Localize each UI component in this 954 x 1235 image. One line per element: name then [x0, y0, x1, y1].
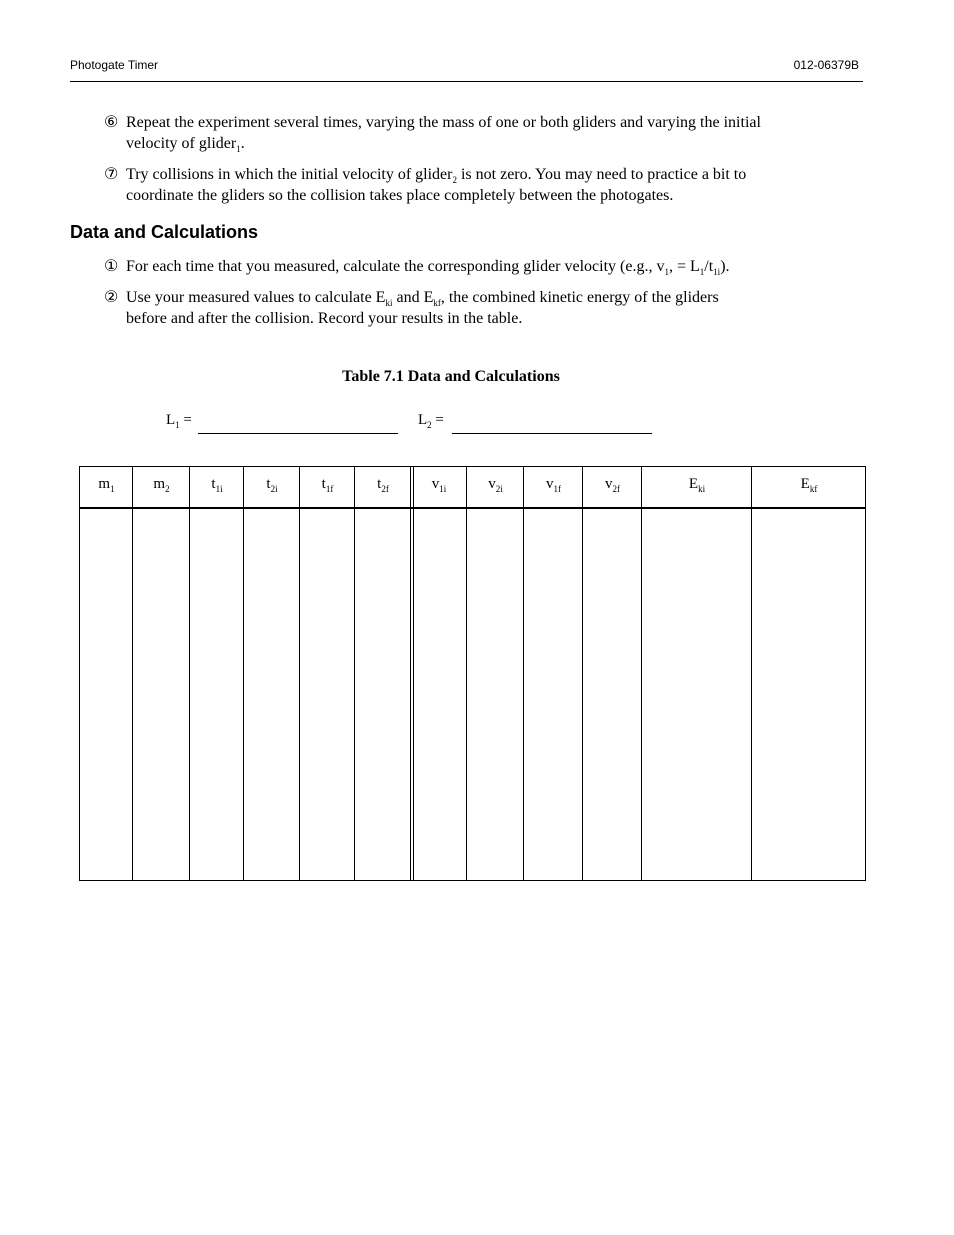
data-table — [79, 466, 866, 881]
column-divider — [354, 467, 355, 880]
l2-blank[interactable] — [452, 433, 652, 434]
step-number: ⑦ — [104, 166, 119, 183]
column-header — [583, 476, 642, 493]
column-header — [355, 476, 411, 493]
column-divider — [466, 467, 467, 880]
column-header — [752, 476, 866, 493]
l2-label — [418, 412, 444, 429]
step-text-end: . — [240, 135, 245, 152]
l1-blank[interactable] — [198, 433, 398, 434]
header-row-rule — [80, 507, 865, 509]
column-header-subscript: 1i — [439, 484, 447, 494]
step-6 — [104, 112, 764, 154]
step-text: , the combined kinetic energy of the gliders before and after the collision. Record your results in the table. — [126, 289, 719, 327]
column-divider — [132, 467, 133, 880]
column-header — [80, 476, 133, 493]
step-text: Repeat the experiment several times, varying the mass of one or both gliders and varying the initial velocity of glider — [126, 114, 761, 152]
subscript: 1 — [236, 144, 241, 154]
column-header — [300, 476, 355, 493]
step-7 — [104, 164, 764, 206]
column-header — [244, 476, 300, 493]
column-header-symbol: v — [546, 476, 554, 492]
subscript: 1 — [664, 267, 669, 277]
l1-base: L — [166, 412, 176, 428]
column-header-symbol: t — [266, 476, 271, 492]
subscript: 2 — [427, 420, 432, 430]
running-header-title: Photogate Timer — [70, 58, 159, 72]
step-text: Use your measured values to calculate E — [126, 289, 386, 306]
column-divider — [189, 467, 190, 880]
calc-step-1 — [104, 256, 784, 277]
column-header — [190, 476, 244, 493]
column-header-symbol: E — [688, 476, 699, 492]
column-header-symbol: m — [98, 476, 111, 492]
calc-step-2 — [104, 287, 754, 329]
subscript: 1i — [713, 267, 721, 277]
subscript: kf — [433, 298, 441, 308]
column-divider-double — [413, 467, 414, 880]
column-header-subscript: 1i — [215, 484, 223, 494]
header-rule — [70, 81, 863, 82]
step-text: and E — [392, 289, 434, 306]
column-header — [133, 476, 190, 493]
step-text: Try collisions in which the initial velocity of glider — [126, 166, 453, 183]
step-text: /t — [704, 258, 714, 275]
step-text-end: is not zero. You may need to practice a bit to coordinate the gliders so the collision takes place completely between the photogates. — [126, 166, 747, 204]
column-header — [524, 476, 583, 493]
table-title: Table 7.1 Data and Calculations — [342, 368, 560, 385]
column-header-symbol: t — [377, 476, 382, 492]
column-header-subscript: 2 — [165, 484, 170, 494]
column-header-subscript: 1f — [325, 484, 334, 494]
l2-base: L — [418, 412, 428, 428]
column-header-symbol: v — [605, 476, 613, 492]
column-header — [642, 476, 752, 493]
equals: = — [179, 412, 192, 428]
subscript: 2 — [452, 175, 457, 185]
column-header — [411, 476, 467, 493]
column-header-symbol: t — [211, 476, 216, 492]
column-divider — [751, 467, 752, 880]
column-header-subscript: kf — [809, 484, 818, 494]
column-header-subscript: 1 — [110, 484, 115, 494]
step-number: ⑥ — [104, 114, 119, 131]
column-header-subscript: 2i — [270, 484, 278, 494]
column-header-subscript: 2i — [495, 484, 503, 494]
step-text: For each time that you measured, calculate the corresponding glider velocity (e.g., v — [126, 258, 665, 275]
column-header-symbol: t — [321, 476, 326, 492]
column-header-subscript: 2f — [381, 484, 389, 494]
equals: = — [431, 412, 444, 428]
l1-label — [166, 412, 192, 429]
column-header-symbol: v — [488, 476, 496, 492]
column-divider — [641, 467, 642, 880]
step-number: ① — [104, 258, 119, 275]
step-text: , = L — [668, 258, 700, 275]
column-header-symbol: E — [800, 476, 810, 492]
column-header-subscript: 1f — [553, 484, 561, 494]
column-header-symbol: v — [431, 476, 440, 492]
step-number: ② — [104, 289, 119, 306]
column-divider — [582, 467, 583, 880]
document-number: 012-06379B — [793, 58, 859, 72]
column-divider — [523, 467, 524, 880]
step-text: ). — [720, 258, 730, 275]
column-divider — [410, 467, 411, 880]
column-header-subscript: ki — [698, 484, 706, 494]
column-header-symbol: m — [153, 476, 166, 492]
section-heading-data-calculations: Data and Calculations — [70, 222, 259, 242]
subscript: ki — [385, 298, 393, 308]
column-header — [467, 476, 524, 493]
column-divider — [299, 467, 300, 880]
subscript: 1 — [175, 420, 180, 430]
column-header-subscript: 2f — [612, 484, 620, 494]
column-divider — [243, 467, 244, 880]
subscript: 1 — [699, 267, 705, 277]
